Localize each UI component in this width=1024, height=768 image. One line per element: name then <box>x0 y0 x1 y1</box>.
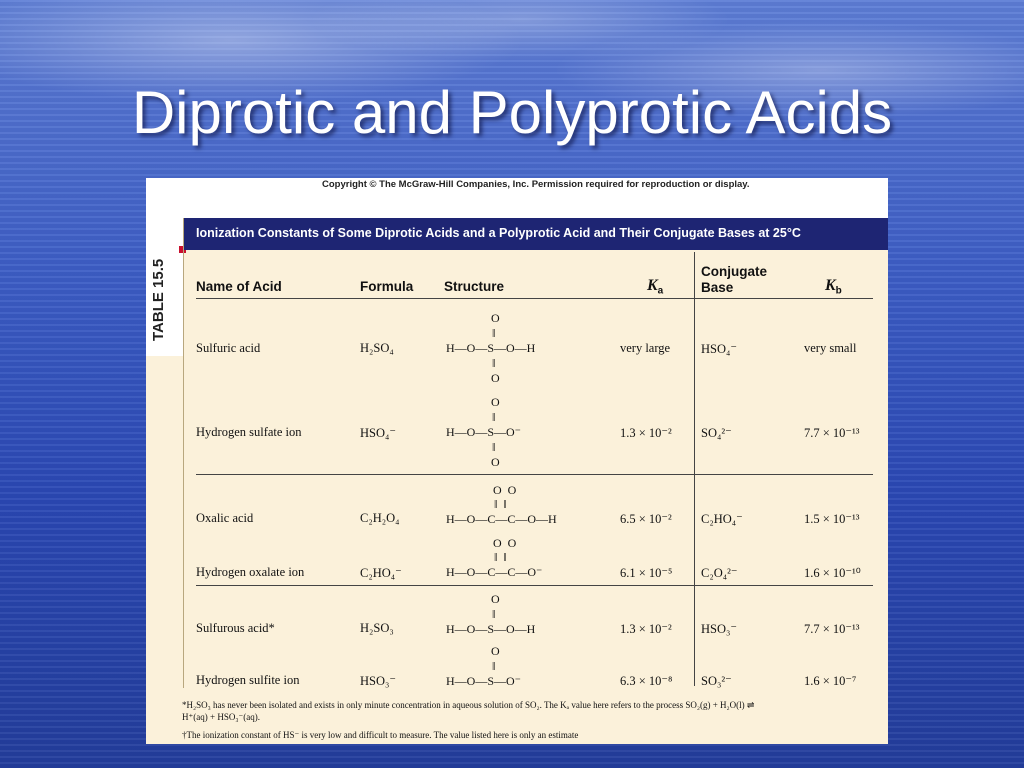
footnote-2: †The ionization constant of HS⁻ is very low and difficult to measure. The value listed here is only an estimate <box>182 730 579 740</box>
row-6-structure-top-bond: ‖ <box>492 659 496 673</box>
row-3-name: Oxalic acid <box>196 511 254 525</box>
row-6-base: SO₃²⁻ <box>701 674 732 688</box>
row-2-base: SO₄²⁻ <box>701 426 732 440</box>
header-name: Name of Acid <box>196 279 282 294</box>
row-5-structure-top-o: O <box>491 592 500 606</box>
row-3-structure-top-o: O O <box>493 483 517 497</box>
row-5-formula: H₂SO₃ <box>360 621 394 635</box>
row-4-structure-top-o: O O <box>493 536 517 550</box>
row-1-ka: very large <box>620 341 671 355</box>
row-2-structure-top-bond: ‖ <box>492 410 496 424</box>
row-1-name: Sulfuric acid <box>196 341 261 355</box>
group-rule-2 <box>196 585 873 586</box>
row-2-formula: HSO₄⁻ <box>360 426 396 440</box>
row-1-structure-bottom-o: O <box>491 371 500 385</box>
row-2-structure-top-o: O <box>491 395 500 409</box>
row-3-structure-top-bond: ‖ ‖ <box>494 497 507 511</box>
row-2-structure-bottom-bond: ‖ <box>492 440 496 454</box>
row-5-ka: 1.3 × 10⁻² <box>620 622 672 636</box>
row-2-structure-chain: H—O—S—O⁻ <box>446 425 522 439</box>
header-structure: Structure <box>444 279 505 294</box>
row-6-ka: 6.3 × 10⁻⁸ <box>620 674 673 688</box>
footnote-1: *H₂SO₃ has never been isolated and exists in only minute concentration in aqueous solution of SO₂. The Kₐ value here refers to the process SO₂(g) + H₂O(l) ⇌ <box>182 700 755 710</box>
row-4-structure-chain: H—O—C—C—O⁻ <box>446 565 543 579</box>
row-5-base: HSO₃⁻ <box>701 622 737 636</box>
row-2-name: Hydrogen sulfate ion <box>196 425 302 439</box>
row-6-name: Hydrogen sulfite ion <box>196 673 300 687</box>
row-4-structure-top-bond: ‖ ‖ <box>494 550 507 564</box>
conjugate-divider <box>694 252 695 686</box>
row-2-ka: 1.3 × 10⁻² <box>620 426 672 440</box>
header-ka: $K_a$ <box>647 277 664 297</box>
row-4-name: Hydrogen oxalate ion <box>196 565 305 579</box>
table-title-bar <box>184 218 888 250</box>
row-2-kb: 7.7 × 10⁻¹³ <box>804 426 860 440</box>
group-rule-1 <box>196 474 873 475</box>
header-conjugate: Conjugate <box>701 264 767 279</box>
table-label: TABLE 15.5 <box>150 258 167 341</box>
row-3-kb: 1.5 × 10⁻¹³ <box>804 512 860 526</box>
row-6-structure-chain: H—O—S—O⁻ <box>446 674 522 688</box>
copyright-bar <box>146 178 888 218</box>
row-4-base: C₂O₄²⁻ <box>701 566 738 580</box>
row-4-kb: 1.6 × 10⁻¹⁰ <box>804 566 861 580</box>
row-5-kb: 7.7 × 10⁻¹³ <box>804 622 860 636</box>
row-6-kb: 1.6 × 10⁻⁷ <box>804 674 857 688</box>
table-image <box>146 178 888 744</box>
header-formula: Formula <box>360 279 414 294</box>
row-1-kb: very small <box>804 341 857 355</box>
row-1-formula: H₂SO₄ <box>360 341 394 355</box>
row-5-name: Sulfurous acid* <box>196 621 275 635</box>
row-2-structure-bottom-o: O <box>491 455 500 469</box>
footnote-1-continued: H⁺(aq) + HSO₃⁻(aq). <box>182 712 260 722</box>
table-tab <box>146 196 184 356</box>
row-6-formula: HSO₃⁻ <box>360 674 396 688</box>
table-title: Ionization Constants of Some Diprotic Acids and a Polyprotic Acid and Their Conjugate Bases at 25°C <box>196 226 801 240</box>
header-kb: $K_b$ <box>825 277 842 297</box>
row-3-ka: 6.5 × 10⁻² <box>620 512 672 526</box>
header-rule <box>196 298 873 299</box>
row-1-base: HSO₄⁻ <box>701 342 737 356</box>
row-1-structure-bottom-bond: ‖ <box>492 356 496 370</box>
row-6-structure-top-o: O <box>491 644 500 658</box>
row-3-formula: C₂H₂O₄ <box>360 511 400 525</box>
row-3-base: C₂HO₄⁻ <box>701 512 743 526</box>
row-1-structure-chain: H—O—S—O—H <box>446 341 536 355</box>
row-4-formula: C₂HO₄⁻ <box>360 566 402 580</box>
table-left-border <box>183 218 184 688</box>
row-5-structure-chain: H—O—S—O—H <box>446 622 536 636</box>
copyright-notice: Copyright © The McGraw-Hill Companies, Inc. Permission required for reproduction or display. <box>322 179 750 190</box>
header-base: Base <box>701 280 734 295</box>
row-4-ka: 6.1 × 10⁻⁵ <box>620 566 673 580</box>
row-1-structure-top-bond: ‖ <box>492 326 496 340</box>
row-5-structure-top-bond: ‖ <box>492 607 496 621</box>
row-3-structure-chain: H—O—C—C—O—H <box>446 512 557 526</box>
slide-title: Diprotic and Polyprotic Acids <box>131 79 893 146</box>
row-1-structure-top-o: O <box>491 311 500 325</box>
